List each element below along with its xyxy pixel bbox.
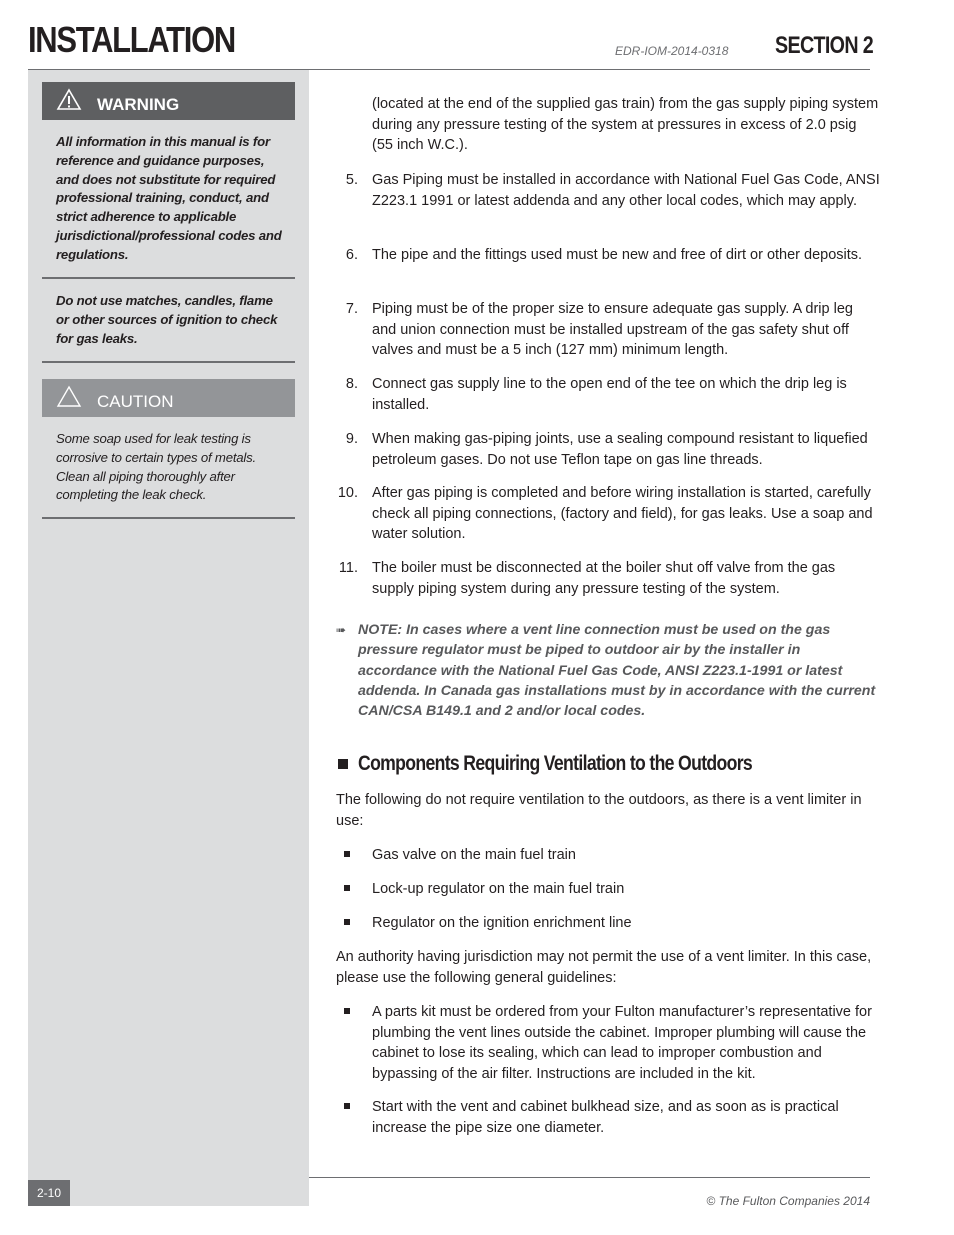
section-label: SECTION 2	[775, 32, 873, 59]
warning-text-ignition: Do not use matches, candles, flame or other sources of ignition to check for gas leaks.	[56, 293, 278, 346]
item-text: Gas Piping must be installed in accordance with National Fuel Gas Code, ANSI Z223.1 1991 or latest addenda and any other local codes, which may apply.	[372, 172, 880, 209]
item-text: The boiler must be disconnected at the boiler shut off valve from the gas supply piping system during any pressure testing of the system.	[372, 560, 836, 597]
item-number: 6.	[345, 247, 358, 263]
sidebar-divider	[42, 277, 295, 279]
item-number: 7.	[345, 301, 358, 317]
warning-triangle-icon	[56, 88, 82, 112]
caution-text: Some soap used for leak testing is corrosive to certain types of metals. Clean all piping thoroughly after completing the leak check.	[56, 431, 257, 503]
bullet-icon	[344, 885, 350, 891]
item-text: When making gas-piping joints, use a sealing compound resistant to liquefied petroleum gases. Do not use Teflon tape on gas line threads.	[372, 431, 868, 468]
item-number: 10.	[337, 485, 358, 501]
caution-triangle-icon	[56, 385, 82, 409]
item-text: After gas piping is completed and before wiring installation is started, carefully check all piping connections, (factory and field), for gas leaks. Use a soap and water solution.	[372, 485, 873, 542]
warning-text: All information in this manual is for reference and guidance purposes, and does not substitute for required professional training, conduct, and strict adherence to applicable jurisdictional/professional codes and regulations.	[56, 134, 282, 262]
page-number: 2-10	[28, 1180, 70, 1206]
warning-label: WARNING	[97, 95, 180, 114]
item-text: The pipe and the fittings used must be new and free of dirt or other deposits.	[372, 247, 863, 263]
bullet-text: A parts kit must be ordered from your Fulton manufacturer’s representative for plumbing the vent lines outside the cabinet. Improper plumbing will cause the cabinet to lose its sealing, which can lead to improper combustion and bypassing of the air filter. Instructions are included in the kit.	[372, 1004, 872, 1082]
heading-square-icon	[338, 759, 348, 769]
footer-rule	[309, 1177, 870, 1178]
item-number: 11.	[338, 560, 358, 576]
note-text: NOTE: In cases where a vent line connection must be used on the gas pressure regulator must be piped to outdoor air by the installer in accordance with the National Fuel Gas Code, ANSI Z223.1-1991 or latest addenda. In Canada gas installations must by in accordance with the current CAN/CSA B149.1 and 2 and/or local codes.	[358, 622, 876, 720]
caution-header	[42, 379, 295, 417]
heading-text: Components Requiring Ventilation to the Outdoors	[358, 752, 753, 775]
bullet-icon	[344, 1103, 350, 1109]
bullet-icon	[344, 851, 350, 857]
bullet-text: Start with the vent and cabinet bulkhead size, and as soon as is practical increase the pipe size one diameter.	[372, 1099, 839, 1136]
pointing-hand-icon: ➠	[336, 623, 347, 637]
item-text: Connect gas supply line to the open end of the tee on which the drip leg is installed.	[372, 376, 847, 413]
document-code: EDR-IOM-2014-0318	[615, 44, 729, 58]
item-number: 9.	[345, 431, 358, 447]
bullet-icon	[344, 1008, 350, 1014]
continuation-text: (located at the end of the supplied gas train) from the gas supply piping system during any pressure testing of the system at pressures in excess of 2.0 psig (55 inch W.C.).	[372, 96, 879, 153]
sidebar-divider	[42, 361, 295, 363]
intro-paragraph: The following do not require ventilation to the outdoors, as there is a vent limiter in use:	[336, 792, 862, 829]
bullet-text: Regulator on the ignition enrichment line	[372, 915, 632, 931]
bullet-text: Lock-up regulator on the main fuel train	[372, 881, 625, 897]
item-text: Piping must be of the proper size to ensure adequate gas supply. A drip leg and union connection must be installed upstream of the gas safety shut off valves and must be a 5 inch (127 mm) minimum length.	[372, 301, 853, 358]
warning-header	[42, 82, 295, 120]
guideline-paragraph: An authority having jurisdiction may not permit the use of a vent limiter. In this case, please use the following general guidelines:	[336, 949, 872, 986]
item-number: 5.	[345, 172, 358, 188]
copyright: © The Fulton Companies 2014	[706, 1194, 870, 1208]
page-title: INSTALLATION	[28, 19, 235, 60]
bullet-text: Gas valve on the main fuel train	[372, 847, 576, 863]
bullet-icon	[344, 919, 350, 925]
caution-label: CAUTION	[97, 392, 174, 411]
sidebar-divider	[42, 517, 295, 519]
item-number: 8.	[345, 376, 358, 392]
